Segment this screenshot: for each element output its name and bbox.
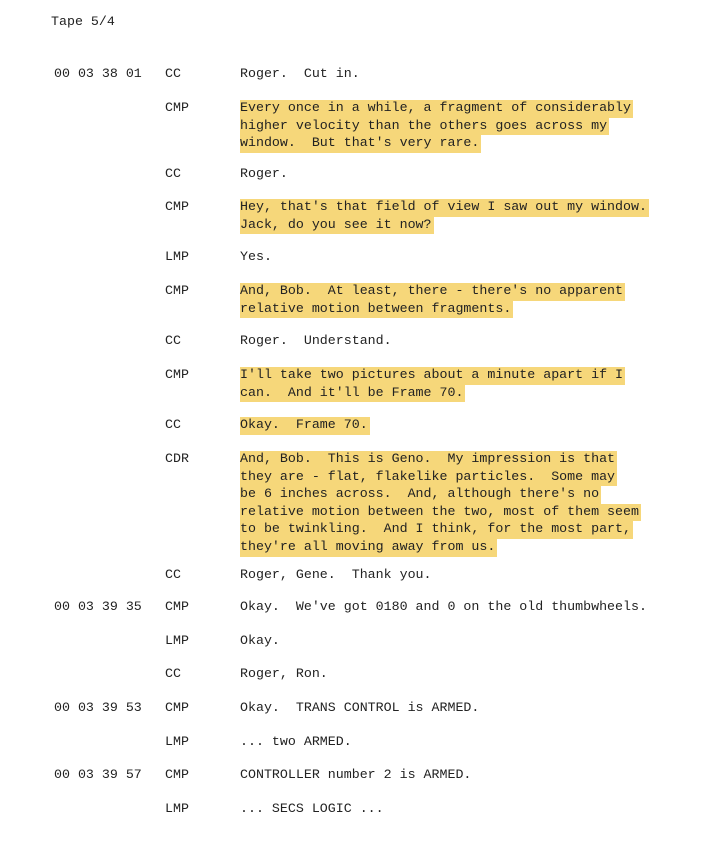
utterance-line [240,700,680,717]
utterance [240,333,680,350]
highlighted-text: higher velocity than the others goes across my [240,118,609,136]
utterance-line [240,118,680,136]
utterance [240,249,680,266]
highlighted-text: be 6 inches across. And, although there's no [240,486,601,504]
utterance-line [240,666,680,683]
utterance-line [240,66,680,83]
line-text: CONTROLLER number 2 is ARMED. [240,767,472,782]
utterance-line [240,521,680,539]
highlighted-text: relative motion between the two, most of them seem [240,504,641,522]
line-text: ... two ARMED. [240,734,352,749]
highlighted-text: Hey, that's that field of view I saw out my window. [240,199,649,217]
utterance-line [240,367,680,385]
highlighted-text: Every once in a while, a fragment of considerably [240,100,633,118]
highlighted-text: can. And it'll be Frame 70. [240,385,465,403]
tape-label: Tape 5/4 [51,14,115,29]
utterance-line [240,417,680,435]
utterance [240,666,680,683]
utterance-line [240,100,680,118]
speaker: CC [165,333,181,348]
utterance [240,700,680,717]
speaker: CC [165,66,181,81]
utterance [240,199,680,234]
utterance-line [240,166,680,183]
line-text: Roger. Cut in. [240,66,360,81]
speaker: CC [165,666,181,681]
utterance-line [240,135,680,153]
highlighted-text: they're all moving away from us. [240,539,497,557]
line-text: Roger, Gene. Thank you. [240,567,432,582]
utterance-line [240,385,680,403]
speaker: CC [165,567,181,582]
speaker: CMP [165,700,189,715]
utterance-line [240,451,680,469]
utterance-line [240,486,680,504]
utterance-line [240,249,680,266]
utterance [240,567,680,584]
speaker: CMP [165,767,189,782]
utterance-line [240,539,680,557]
speaker: LMP [165,734,189,749]
speaker: CC [165,417,181,432]
utterance [240,66,680,83]
line-text: Roger. Understand. [240,333,392,348]
highlighted-text: to be twinkling. And I think, for the most part, [240,521,633,539]
utterance [240,451,680,557]
utterance-line [240,469,680,487]
highlighted-text: window. But that's very rare. [240,135,481,153]
speaker: CMP [165,100,189,115]
line-text: Yes. [240,249,272,264]
utterance [240,100,680,153]
utterance [240,417,680,435]
utterance [240,734,680,751]
speaker: CC [165,166,181,181]
line-text: Okay. [240,633,280,648]
speaker: LMP [165,249,189,264]
utterance-line [240,633,680,650]
timestamp: 00 03 39 35 [54,599,142,614]
speaker: CMP [165,199,189,214]
line-text: ... SECS LOGIC ... [240,801,384,816]
speaker: LMP [165,801,189,816]
utterance-line [240,301,680,319]
utterance-line [240,333,680,350]
line-text: Roger. [240,166,288,181]
utterance [240,166,680,183]
utterance [240,599,680,616]
highlighted-text: they are - flat, flakelike particles. Some may [240,469,617,487]
speaker: CDR [165,451,189,466]
speaker: CMP [165,367,189,382]
utterance [240,633,680,650]
speaker: CMP [165,283,189,298]
utterance-line [240,567,680,584]
utterance-line [240,199,680,217]
timestamp: 00 03 39 53 [54,700,142,715]
utterance-line [240,283,680,301]
highlighted-text: Okay. Frame 70. [240,417,370,435]
line-text: Roger, Ron. [240,666,328,681]
utterance-line [240,217,680,235]
timestamp: 00 03 38 01 [54,66,142,81]
utterance [240,367,680,402]
highlighted-text: And, Bob. This is Geno. My impression is that [240,451,617,469]
speaker: CMP [165,599,189,614]
utterance-line [240,599,680,616]
highlighted-text: I'll take two pictures about a minute apart if I [240,367,625,385]
utterance-line [240,801,680,818]
highlighted-text: relative motion between fragments. [240,301,513,319]
highlighted-text: Jack, do you see it now? [240,217,434,235]
utterance-line [240,734,680,751]
utterance-line [240,504,680,522]
utterance-line [240,767,680,784]
speaker: LMP [165,633,189,648]
utterance [240,767,680,784]
utterance [240,801,680,818]
line-text: Okay. TRANS CONTROL is ARMED. [240,700,480,715]
line-text: Okay. We've got 0180 and 0 on the old thumbwheels. [240,599,647,614]
utterance [240,283,680,318]
highlighted-text: And, Bob. At least, there - there's no apparent [240,283,625,301]
timestamp: 00 03 39 57 [54,767,142,782]
